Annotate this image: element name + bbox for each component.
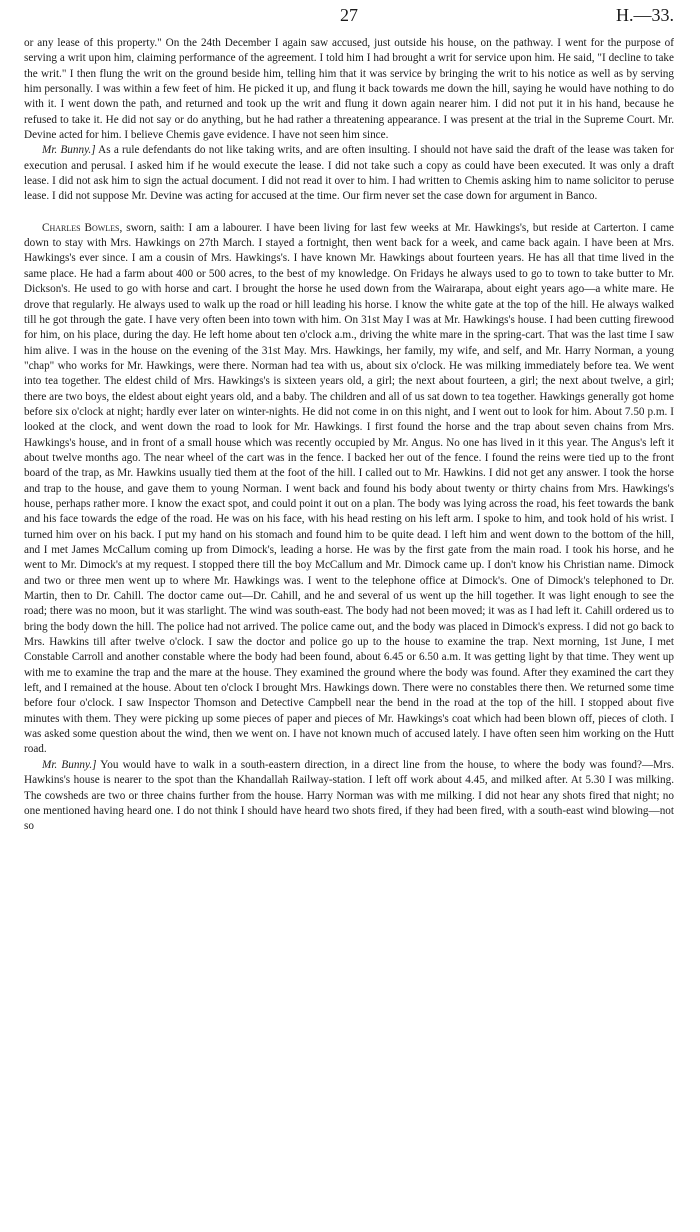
paragraph-witness-testimony (24, 221, 674, 758)
paragraph-text: or any lease of this property." On the 24th December I again saw accused, just outside his house, on the pathway. I went for the purpose of serving a writ upon him, claiming performance of the agreement. I told him I had brought a writ for service upon him. He said, "I decline to take the writ." I then flung the writ on the ground beside him, telling him that it was service by bringing the writ to his notice as well as by serving him personally. I was within a few feet of him. He picked it up, and flung it back towards me down the hill, saying he would have nothing to do with it. I went down the path, and returned and took up the writ and flung it down again nearer him. I did not put it in his hand, because he refused to take it. He did not say or do anything, but he had rather a threatening appearance. I was present at the trial in the Supreme Court. Mr. Devine acted for him. I believe Chemis gave evidence. I have not seen him since. (24, 37, 674, 142)
paragraph-continuation (24, 36, 674, 143)
witness-name: Charles Bowles (42, 221, 120, 234)
paragraph-text: As a rule defendants do not like taking writs, and are often insulting. I should not have said the draft of the lease was taken for execution and perusal. I asked him if he would execute the lease. I did not take such a copy as could have been executed. It was only a draft lease. I did not ask him to sign the actual document. I did not read it over to him. I had written to Chemis asking him to name solicitor to peruse lease. I did not suppose Mr. Devine was acting for accused at the time. Our firm never set the case down for argument in Banco. (24, 144, 674, 203)
paragraph-text: You would have to walk in a south-eastern direction, in a direct line from the house, to where the body was found?—Mrs. Hawkins's house is nearer to the spot than the Khandallah Railway-station. I left off work about 4.45, and milked after. At 5.30 I was milking. The cowsheds are two or three chains further from the house. Harry Norman was with me milking. I did not hear any shots fired that night; no one mentioned having heard one. I do not think I should have heard two shots fired, if they had been fired, with a south-east wind blowing—not so (24, 758, 674, 833)
paragraph-cross-examination (24, 758, 674, 835)
speaker-lead: Mr. Bunny.] (42, 144, 96, 157)
speaker-lead: Mr. Bunny.] (42, 758, 97, 771)
page-header (24, 6, 674, 36)
document-reference: H.—33. (616, 5, 674, 25)
paragraph-cross-examination (24, 143, 674, 204)
page-number: 27 (340, 5, 358, 25)
paragraph-text: , sworn, saith: I am a labourer. I have been living for last few weeks at Mr. Hawkings's, but reside at Carterton. I came down to stay with Mrs. Hawkings on 27th March. I stayed a fortnight, then went back for a week, and came back again. I have been at Mrs. Hawkings's ever since. I am a cousin of Mrs. Hawkings's. I have known Mr. Hawkings about fourteen years. He has all that time lived in the same place. He had a farm about 400 or 500 acres, to the best of my knowledge. On Fridays he always used to go to town to take butter to Mr. Dickson's. He used to go with horse and cart. I brought the horse he used down from the Wairarapa, about eight years ago—a white mare. He drove that regularly. He always used to walk up the road or hill leading his horse. I know the white gate at the top of the hill. He always walked till he got through the gate. I have very often been into town with him. On 31st May I was at Mr. Hawkings's house. I had been cutting firewood for him, on his place, during the day. He left home about ten o'clock a.m., driving the white mare in the spring-cart. That was the last time I saw him alive. I was in the house on the evening of the 31st May. Mrs. Hawkings, her family, my wife, and self, and Mr. Harry Norman, a young "chap" who works for Mr. Hawkings, were there. Norman had tea with us, about six o'clock. He was milking immediately before tea. We went into tea together. The eldest child of Mrs. Hawkings's is sixteen years old, a girl; the next about fourteen, a girl; the next about twelve, a girl; there are two boys, the eldest about eight years old, and a baby. The children and all of us sat down to tea together. Hawkings generally got home before six o'clock at night; hardly ever later on winter-nights. He did not come in on this night, and I went out to look for him. About 7.50 p.m. I looked at the clock, and went down the road to look for Mr. Hawkings. I first found the horse and the trap about seven chains from Mrs. Hawkings's house, and in front of a small house which was recently occupied by Mr. Angus. No one has lived in it this year. The Angus's left it about twelve months ago. The near wheel of the cart was in the fence. I backed her out of the fence. I found the reins were tied up to the front board of the trap, as Mr. Hawkins usually tied them at the foot of the hill. I called out to Mr. Hawkins. I did not get any answer. I took the horse and trap to the house, and gave them to young Norman. I went back and found his body about twenty or thirty chains from Mrs. Hawkings's house, perhaps rather more. I know the exact spot, and could point it out on a plan. The body was lying across the road, his feet towards the bank and his face towards the edge of the road. He was on his face, with his head resting on his left arm. I spoke to him, and took hold of his wrist. I turned him over on his back. I put my hand on his stomach and found him to be quite dead. I left him and went down to the bottom of the hill, and I met James McCallum coming up from Dimock's, leading a horse. He was by the first gate from the main road. I took his horse, and he went to Mr. Dimock's at my request. I stopped there till the boy McCallum and Mr. Dimock came up. I don't know his Christian name. Dimock and two or three men went up to where Mr. Hawkings was. I went to the telephone office at Dimock's. One of Dimock's telephoned to Dr. Martin, then to Dr. Cahill. The doctor came out—Dr. Cahill, and he and several of us went up the hill together. It was light enough to see the road; there was no moon, but it was starlight. The wind was south-east. The body had not been moved; it was as I had left it. Cahill ordered us to bring the body down the hill. The police had not arrived. The police came out, and the body was placed in Dimock's express. I did not go back to Mrs. Hawkins till after twelve o'clock. I saw the doctor and police go up to the house to examine the trap. Next morning, 1st June, I met Constable Carroll and another constable where the body had been found, about 6.45 or 6.50 a.m. It was getting light by that time. They went up with me to examine the trap and the mare at the house. They examined the ground where the body was found. After they examined the cart they left, and I remained at the house. About ten o'clock I brought Mrs. Hawkings down. There were no constables there then. We returned some time before four o'clock. I saw Inspector Thomson and Detective Campbell near the bend in the road at the top of the hill. I stopped about five minutes with them. They were picking up some pieces of paper and pieces of Mr. Hawkings's coat which had been blown off, pieces of cloth. I was asked some question about the wind, then we went on. I have not known much of accused lately. I have often seen him working on the Hutt road. (24, 221, 674, 756)
